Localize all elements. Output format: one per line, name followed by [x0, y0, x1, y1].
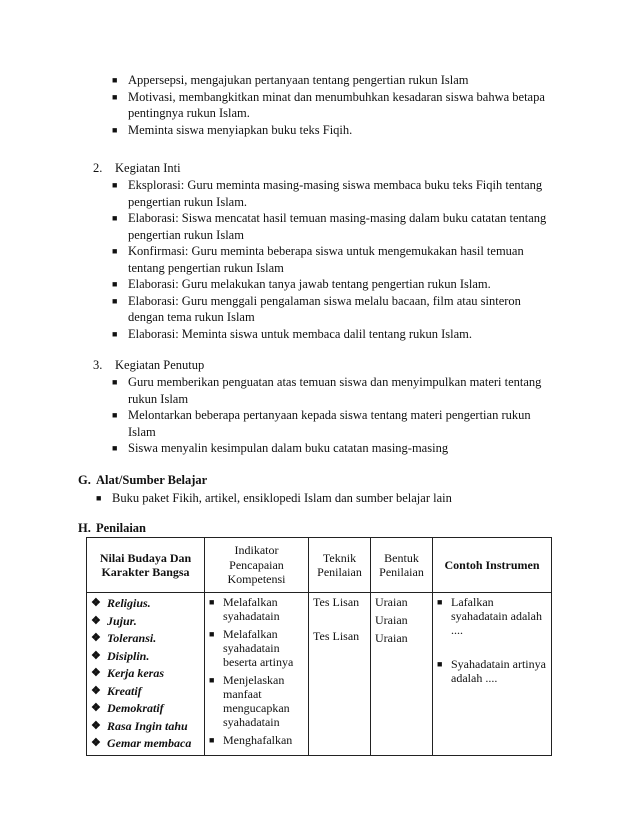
indikator-list	[209, 595, 304, 747]
bentuk-cell	[371, 593, 433, 756]
list-item: ❖ Jujur.	[91, 613, 200, 631]
list-item: ■ Elaborasi: Guru menggali pengalaman siswa melalu bacaan, film atau sinteron dengan tema rukun Islam	[112, 293, 521, 324]
list-item: ■ Meminta siswa menyiapkan buku teks Fiqih.	[112, 122, 353, 137]
list-item: ❖ Disiplin.	[91, 648, 200, 666]
list-item: ❖ Demokratif	[91, 700, 200, 718]
square-bullet-icon: ■	[112, 377, 118, 387]
list-item: ■ Elaborasi: Guru melakukan tanya jawab tentang pengertian rukun Islam.	[112, 277, 491, 291]
square-bullet-icon: ■	[209, 629, 215, 639]
contoh-list	[437, 595, 547, 685]
teknik-value: Tes Lisan	[313, 629, 360, 643]
diamond-bullet-icon: ❖	[91, 684, 101, 697]
square-bullet-icon: ■	[437, 659, 443, 669]
square-bullet-icon: ■	[112, 91, 118, 102]
nilai-list	[91, 595, 200, 753]
diamond-bullet-icon: ❖	[91, 649, 101, 662]
header-nilai-budaya: Nilai Budaya Dan Karakter Bangsa	[87, 538, 205, 593]
contoh-cell	[433, 593, 552, 756]
header-teknik: Teknik Penilaian	[309, 538, 371, 593]
square-bullet-icon: ■	[209, 675, 215, 685]
diamond-bullet-icon: ❖	[91, 737, 101, 749]
list-item: ■ Menghafalkan	[209, 733, 293, 747]
list-item: ■ Guru memberikan penguatan atas temuan siswa dan menyimpulkan materi tentang rukun Islam	[112, 375, 542, 406]
square-bullet-icon: ■	[112, 246, 118, 256]
indikator-cell	[205, 593, 309, 756]
diamond-bullet-icon: ❖	[91, 667, 101, 679]
list-item: ■ Lafalkan syahadatain adalah ....	[437, 595, 542, 637]
list-item: ■ Melafalkan syahadatain beserta artinya	[209, 627, 294, 669]
list-item: ❖ Religius.	[91, 595, 200, 613]
square-bullet-icon: ■	[96, 493, 102, 503]
kegiatan-inti-list	[112, 177, 552, 342]
list-item: ■ Appersepsi, mengajukan pertanyaan tentang pengertian rukun Islam	[112, 73, 469, 87]
square-bullet-icon: ■	[112, 328, 118, 339]
list-item: ■ Buku paket Fikih, artikel, ensiklopedi Islam dan sumber belajar lain	[96, 491, 452, 505]
square-bullet-icon: ■	[112, 279, 118, 289]
square-bullet-icon: ■	[112, 443, 118, 453]
list-item: ■ Melontarkan beberapa pertanyaan kepada siswa tentang materi pengertian rukun Islam	[112, 408, 531, 439]
square-bullet-icon: ■	[209, 597, 215, 607]
kegiatan-inti-heading: 2. Kegiatan Inti	[93, 161, 181, 175]
square-bullet-icon: ■	[112, 213, 118, 223]
square-bullet-icon: ■	[437, 597, 443, 607]
square-bullet-icon: ■	[112, 295, 118, 306]
diamond-bullet-icon: ❖	[91, 632, 101, 644]
list-item: ❖ Toleransi.	[91, 630, 200, 648]
nilai-cell	[87, 593, 205, 756]
teknik-value: Tes Lisan	[313, 595, 360, 609]
bentuk-value: Uraian	[375, 631, 408, 645]
list-item: ❖ Kerja keras	[91, 665, 200, 683]
list-item: ■ Konfirmasi: Guru meminta beberapa siswa untuk mengemukakan hasil temuan tentang pengertian rukun Islam	[112, 244, 524, 275]
kegiatan-penutup-list	[112, 374, 552, 457]
section-h-heading: H. Penilaian	[78, 521, 147, 535]
square-bullet-icon: ■	[112, 124, 118, 135]
list-item: ■ Melafalkan syahadatain	[209, 595, 280, 623]
table-row	[87, 593, 552, 756]
list-item: ■ Siswa menyalin kesimpulan dalam buku catatan masing-masing	[112, 441, 449, 455]
opening-activity-list	[112, 72, 552, 138]
list-item: ■ Eksplorasi: Guru meminta masing-masing siswa membaca buku teks Fiqih tentang pengertian rukun Islam.	[112, 178, 543, 209]
list-item: ■ Menjelaskan manfaat mengucapkan syahadatain	[209, 673, 290, 729]
square-bullet-icon: ■	[112, 410, 118, 420]
penilaian-table	[86, 537, 552, 756]
list-item: ❖ Gemar membaca	[91, 735, 200, 753]
header-indikator: Indikator Pencapaian Kompetensi	[205, 538, 309, 593]
list-item: ■ Elaborasi: Meminta siswa untuk membaca dalil tentang rukun Islam.	[112, 326, 473, 341]
list-item: ❖ Kreatif	[91, 683, 200, 701]
diamond-bullet-icon: ❖	[91, 597, 101, 609]
list-item: ❖ Rasa Ingin tahu	[91, 718, 200, 736]
section-g-list	[96, 490, 536, 507]
diamond-bullet-icon: ❖	[91, 614, 101, 627]
kegiatan-penutup-heading: 3. Kegiatan Penutup	[93, 358, 205, 372]
list-item: ■ Syahadatain artinya adalah ....	[437, 657, 546, 685]
header-bentuk: Bentuk Penilaian	[371, 538, 433, 593]
header-contoh-instrumen: Contoh Instrumen	[433, 538, 552, 593]
square-bullet-icon: ■	[209, 735, 215, 745]
bentuk-value: Uraian	[375, 595, 408, 609]
list-item: ■ Elaborasi: Siswa mencatat hasil temuan masing-masing dalam buku catatan tentang pengertian rukun Islam	[112, 211, 547, 242]
diamond-bullet-icon: ❖	[91, 719, 101, 732]
bentuk-value: Uraian	[375, 613, 408, 627]
square-bullet-icon: ■	[112, 75, 118, 85]
list-item: ■ Motivasi, membangkitkan minat dan menumbuhkan kesadaran siswa bahwa betapa pentingnya rukun Islam.	[112, 89, 545, 120]
section-g-heading: G. Alat/Sumber Belajar	[78, 473, 208, 487]
table-header-row	[87, 538, 552, 593]
diamond-bullet-icon: ❖	[91, 702, 101, 714]
teknik-cell	[309, 593, 371, 756]
square-bullet-icon: ■	[112, 180, 118, 190]
